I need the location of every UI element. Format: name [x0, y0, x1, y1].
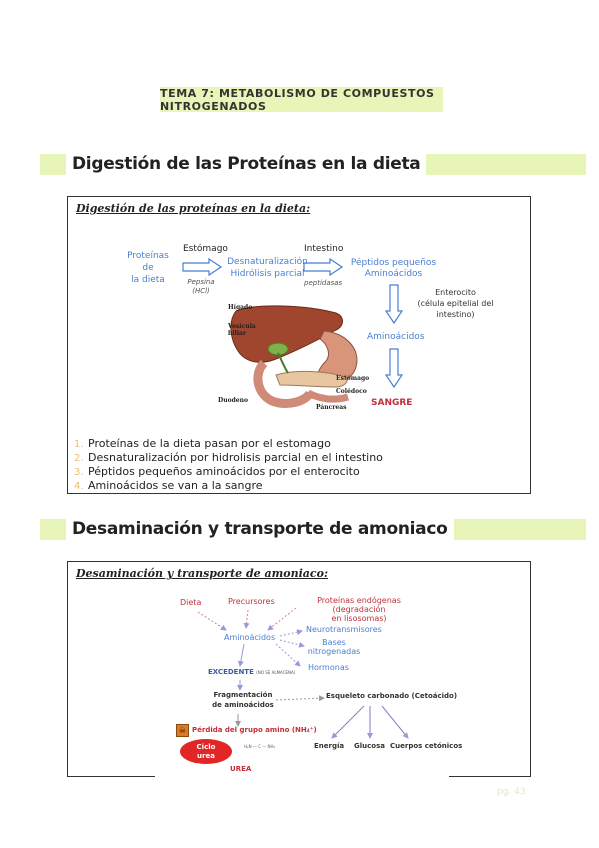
label-liver: Hígado [228, 304, 253, 311]
label-enterocyte: Enterocito (célula epitelial del intestino) [417, 288, 494, 319]
node-dietary-protein: Proteínas de la dieta [127, 251, 169, 285]
list-item: 2. Desnaturalización por hidrolisis parcial en el intestino [74, 451, 383, 464]
node-amino-acids-pool: Aminoácidos [224, 633, 276, 642]
label-duodenum: Duodeno [218, 397, 248, 404]
node-nitrogen-bases: Bases nitrogenadas [307, 638, 361, 656]
enzyme-pepsin: Pepsina (HCl) [187, 278, 215, 295]
enzyme-peptidases: peptidasas [304, 279, 343, 287]
node-ketone-bodies: Cuerpos cetónicos [390, 742, 463, 750]
digestion-figure-box [67, 196, 531, 494]
node-amino-group-loss: Pérdida del grupo amino (NH₄⁺) [192, 726, 317, 734]
section-2-heading: Desaminación y transporte de amoniaco [66, 517, 454, 542]
list-item: 4. Aminoácidos se van a la sangre [74, 479, 263, 492]
urea-formula: H₂N — C — NH₂ [244, 744, 276, 749]
node-hormones: Hormonas [308, 663, 349, 672]
frame-border-gap [155, 774, 449, 777]
label-intestine: Intestino [304, 244, 344, 254]
label-bile-duct: Colédoco [336, 388, 367, 395]
node-small-peptides: Péptidos pequeños Aminoácidos [350, 258, 437, 279]
label-pancreas: Páncreas [316, 404, 347, 411]
node-blood: SANGRE [371, 398, 413, 408]
node-amino-acids: Aminoácidos [367, 332, 425, 342]
node-surplus: EXCEDENTE (NO SE ALMACENA) [208, 668, 296, 676]
urea-cycle-badge: Ciclo urea [180, 739, 232, 764]
deamination-figure-title: Desaminación y transporte de amoniaco: [76, 567, 329, 580]
label-stomach-organ: Estómago [336, 375, 370, 382]
toxic-hazard-icon: ☠ [176, 724, 189, 737]
node-neurotransmitters: Neurotransmisores [306, 625, 382, 634]
node-glucose: Glucosa [354, 742, 385, 750]
arrow-blood-icon [384, 347, 404, 389]
label-gallbladder: Vesícula biliar [228, 323, 256, 337]
arrow-stomach-icon [181, 257, 223, 277]
node-denaturation: Desnaturalización Hidrólisis parcial [227, 257, 308, 279]
label-stomach: Estómago [183, 244, 228, 254]
digestion-figure-title: Digestión de las proteínas en la dieta: [76, 202, 311, 215]
node-precursors: Precursores [228, 597, 275, 606]
node-urea: UREA [230, 765, 252, 773]
node-diet: Dieta [180, 598, 202, 607]
arrow-intestine-icon [302, 257, 344, 277]
arrow-enterocyte-icon [384, 283, 404, 325]
node-carbon-skeleton: Esqueleto carbonado (Cetoácido) [326, 692, 458, 700]
node-endogenous-proteins: Proteínas endógenas (degradación en lisosomas) [317, 596, 401, 623]
list-item: 1. Proteínas de la dieta pasan por el estomago [74, 437, 331, 450]
page-title: TEMA 7: METABOLISMO DE COMPUESTOS NITROGENADOS [160, 87, 443, 112]
node-fragmentation: Fragmentación de aminoácidos [212, 691, 274, 709]
deamination-figure-box [67, 561, 531, 777]
page-number: pg. 43 [497, 787, 526, 797]
digestion-steps-list [74, 437, 383, 493]
node-energy: Energía [314, 742, 345, 750]
list-item: 3. Péptidos pequeños aminoácidos por el enterocito [74, 465, 360, 478]
section-1-heading: Digestión de las Proteínas en la dieta [66, 152, 426, 177]
